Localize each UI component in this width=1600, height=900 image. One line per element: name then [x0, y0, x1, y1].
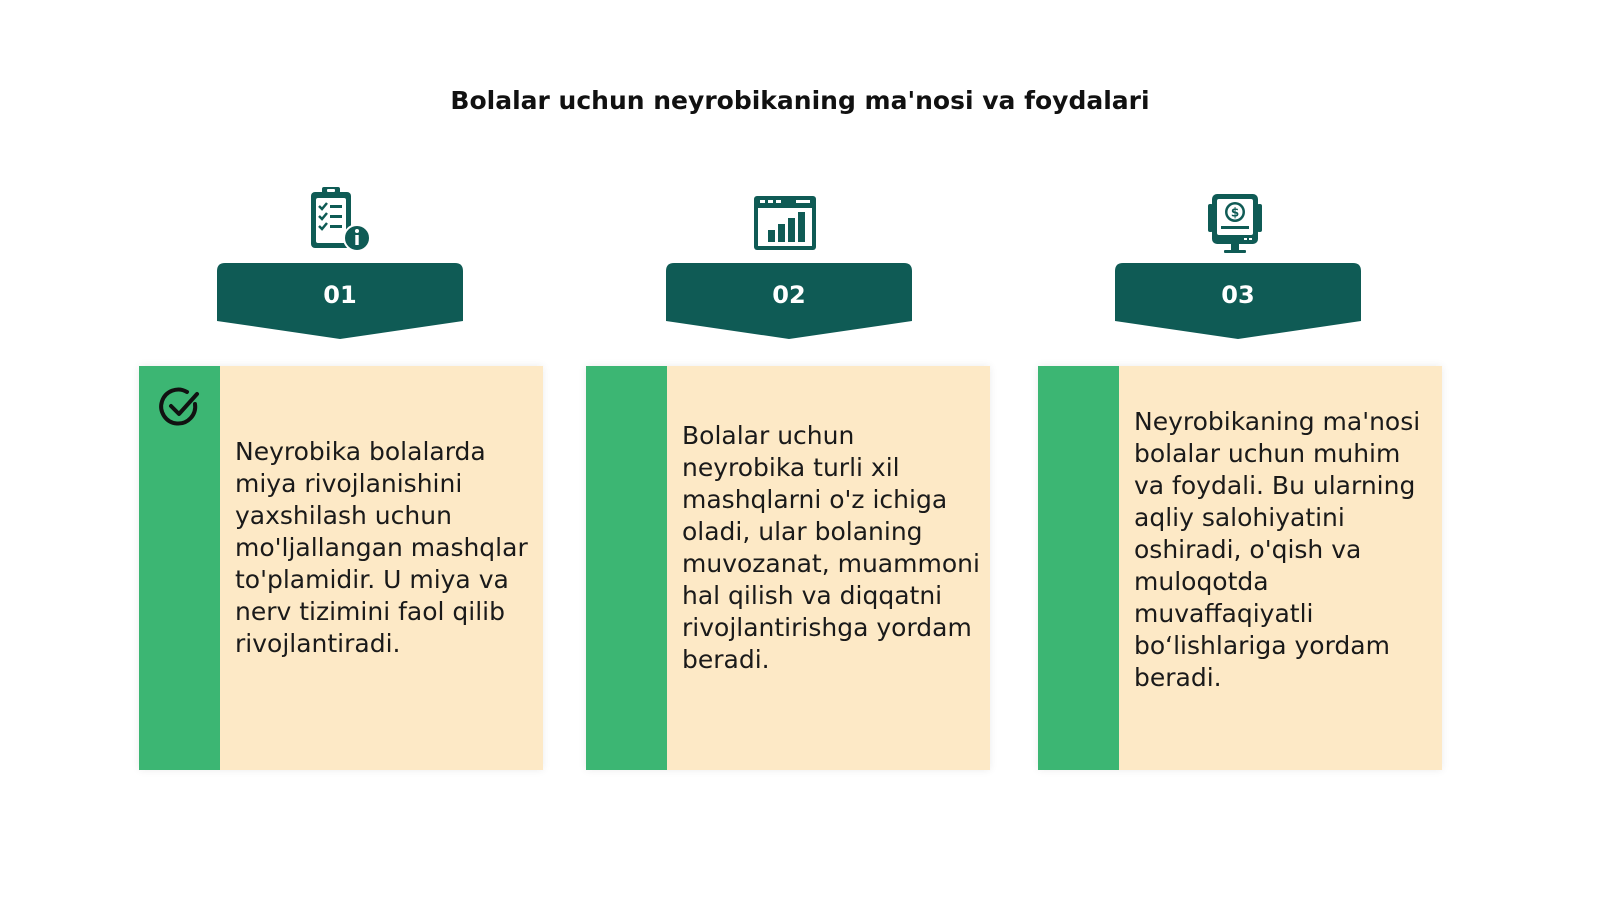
svg-text:$: $ [1230, 205, 1240, 220]
card-stripe [586, 366, 667, 770]
step-number-1: 01 [323, 281, 357, 309]
clipboard-checklist-info-icon [305, 184, 375, 254]
step-number-2: 02 [772, 281, 806, 309]
bar-chart-window-icon [750, 190, 820, 260]
step-description-1: Neyrobika bolalarda miya rivojlanishini yaxshilash uchun mo'ljallangan mashqlar to'plamidir. U miya va nerv tizimini faol qilib rivojlantiradi. [235, 437, 528, 658]
card-stripe [1038, 366, 1119, 770]
step-card-3 [1038, 366, 1442, 770]
step-card-1 [139, 366, 543, 770]
step-description-2: Bolalar uchun neyrobika turli xil mashqlarni o'z ichiga oladi, ular bolaning muvozanat, muammoni hal qilish va diqqatni rivojlantirishga yordam beradi. [682, 421, 980, 674]
step-number-3: 03 [1221, 281, 1255, 309]
step-badge-3 [1115, 263, 1361, 345]
page-title: Bolalar uchun neyrobikaning ma'nosi va foydalari [450, 86, 1150, 115]
check-circle-icon [157, 384, 203, 430]
step-badge-1 [217, 263, 463, 345]
step-card-2 [586, 366, 990, 770]
monitor-dollar-icon [1200, 190, 1270, 260]
step-description-3: Neyrobikaning ma'nosi bolalar uchun muhim va foydali. Bu ularning aqliy salohiyatini oshiradi, o'qish va muloqotda muvaffaqiyatli bo‘lishlariga yordam beradi. [1134, 407, 1421, 692]
step-badge-2 [666, 263, 912, 345]
